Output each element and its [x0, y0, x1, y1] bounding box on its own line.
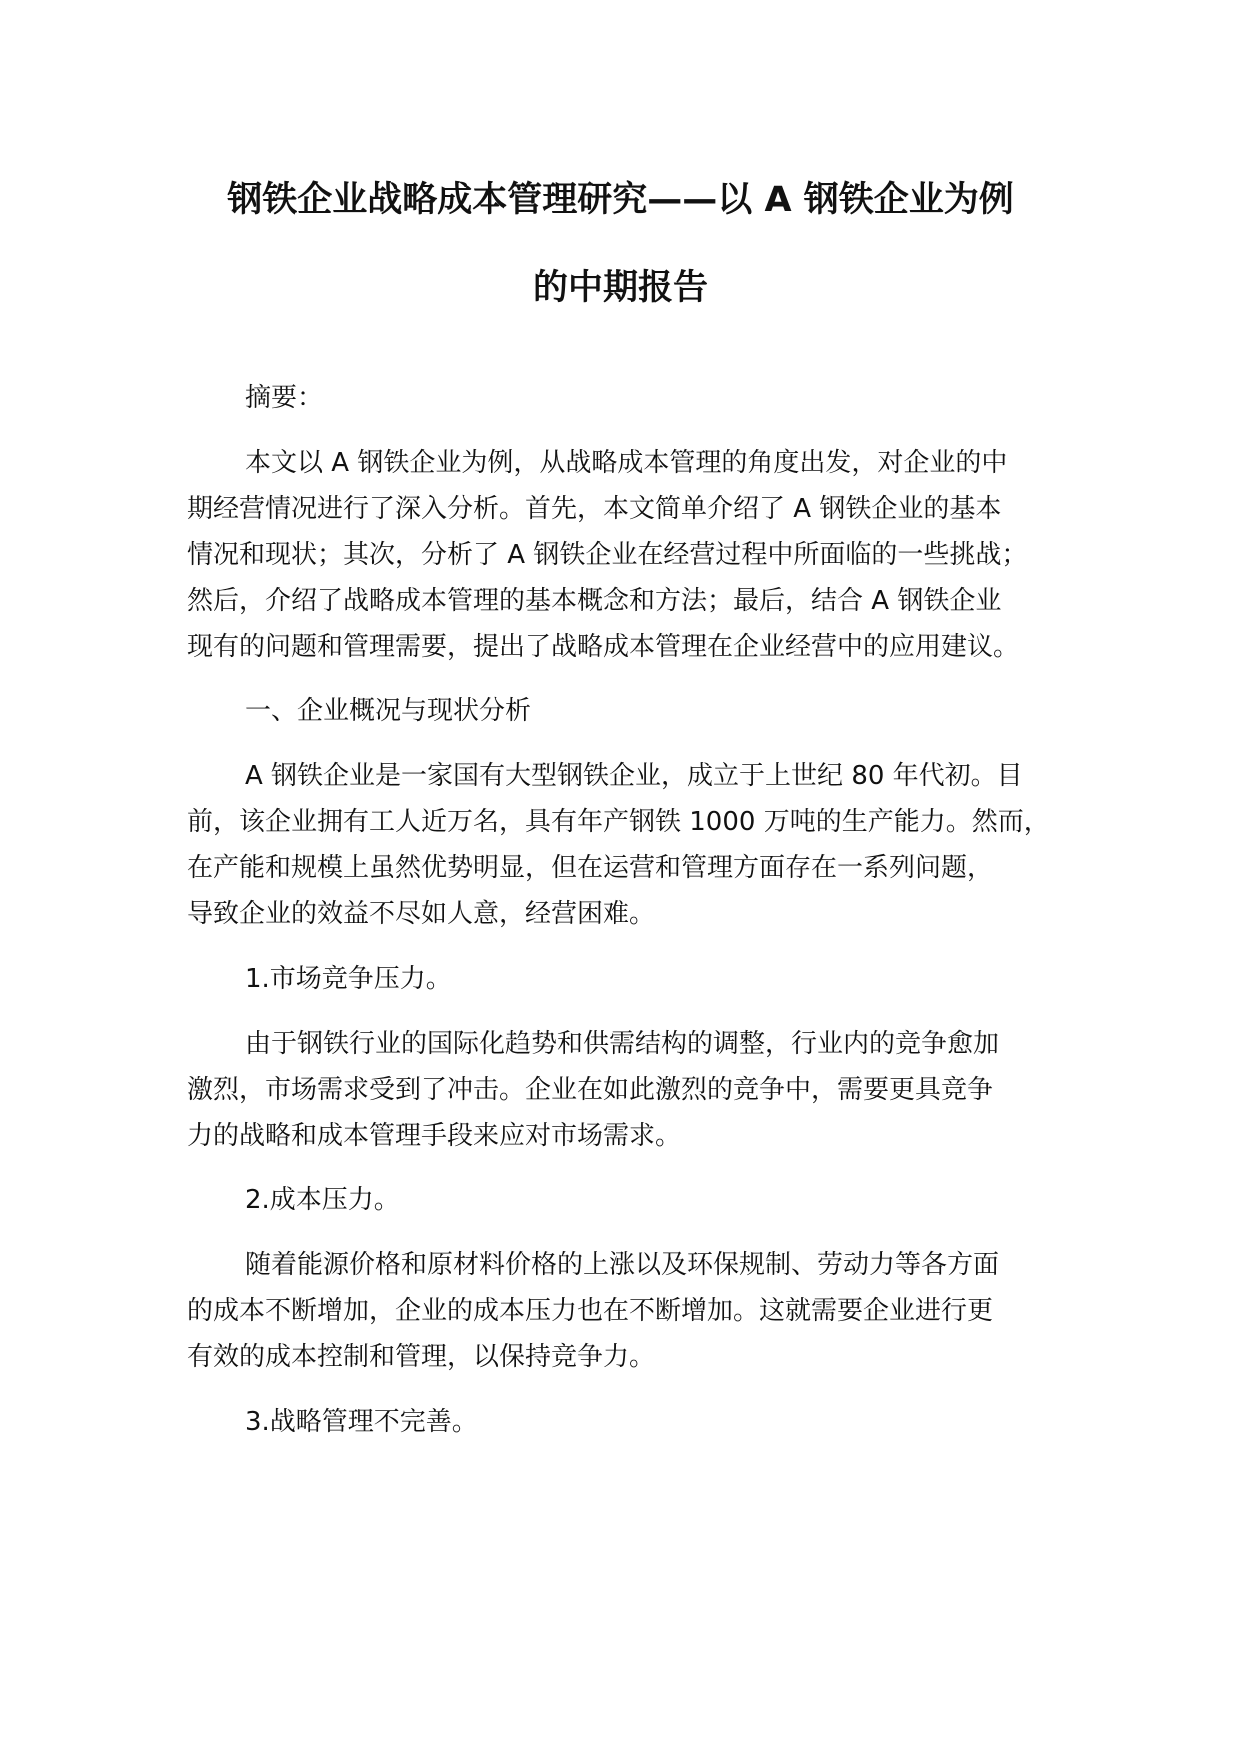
abstract-line: 然后，介绍了战略成本管理的基本概念和方法；最后，结合 A 钢铁企业 [187, 586, 1002, 616]
subsection-heading: 2.成本压力。 [245, 1185, 400, 1215]
paragraph-line: 随着能源价格和原材料价格的上涨以及环保规制、劳动力等各方面 [245, 1250, 1000, 1280]
paragraph-line: 力的战略和成本管理手段来应对市场需求。 [187, 1121, 682, 1151]
subsection-heading: 3.战略管理不完善。 [245, 1407, 478, 1437]
abstract-line: 情况和现状；其次，分析了 A 钢铁企业在经营过程中所面临的一些挑战； [187, 540, 1028, 570]
paragraph-line: 由于钢铁行业的国际化趋势和供需结构的调整，行业内的竞争愈加 [245, 1029, 1000, 1059]
paragraph-line: 在产能和规模上虽然优势明显，但在运营和管理方面存在一系列问题， [187, 853, 994, 883]
subsection-heading: 1.市场竞争压力。 [245, 964, 452, 994]
paragraph-line: 激烈，市场需求受到了冲击。企业在如此激烈的竞争中，需要更具竞争 [187, 1075, 994, 1105]
abstract-line: 期经营情况进行了深入分析。首先，本文简单介绍了 A 钢铁企业的基本 [187, 494, 1002, 524]
paragraph-line: 的成本不断增加，企业的成本压力也在不断增加。这就需要企业进行更 [187, 1296, 994, 1326]
document-title-line-2: 的中期报告 [532, 268, 708, 308]
paragraph-line: 有效的成本控制和管理，以保持竞争力。 [187, 1342, 656, 1372]
paragraph-line: 前，该企业拥有工人近万名，具有年产钢铁 1000 万吨的生产能力。然而， [187, 807, 1050, 837]
document-title-line-1: 钢铁企业战略成本管理研究——以 A 钢铁企业为例 [227, 180, 1014, 220]
abstract-line: 本文以 A 钢铁企业为例，从战略成本管理的角度出发，对企业的中 [245, 448, 1008, 478]
section-heading: 一、企业概况与现状分析 [245, 696, 532, 726]
paragraph-line: A 钢铁企业是一家国有大型钢铁企业，成立于上世纪 80 年代初。目 [245, 761, 1023, 791]
paragraph-line: 导致企业的效益不尽如人意，经营困难。 [187, 899, 656, 929]
abstract-label: 摘要： [245, 383, 324, 413]
abstract-line: 现有的问题和管理需要，提出了战略成本管理在企业经营中的应用建议。 [187, 632, 1020, 662]
